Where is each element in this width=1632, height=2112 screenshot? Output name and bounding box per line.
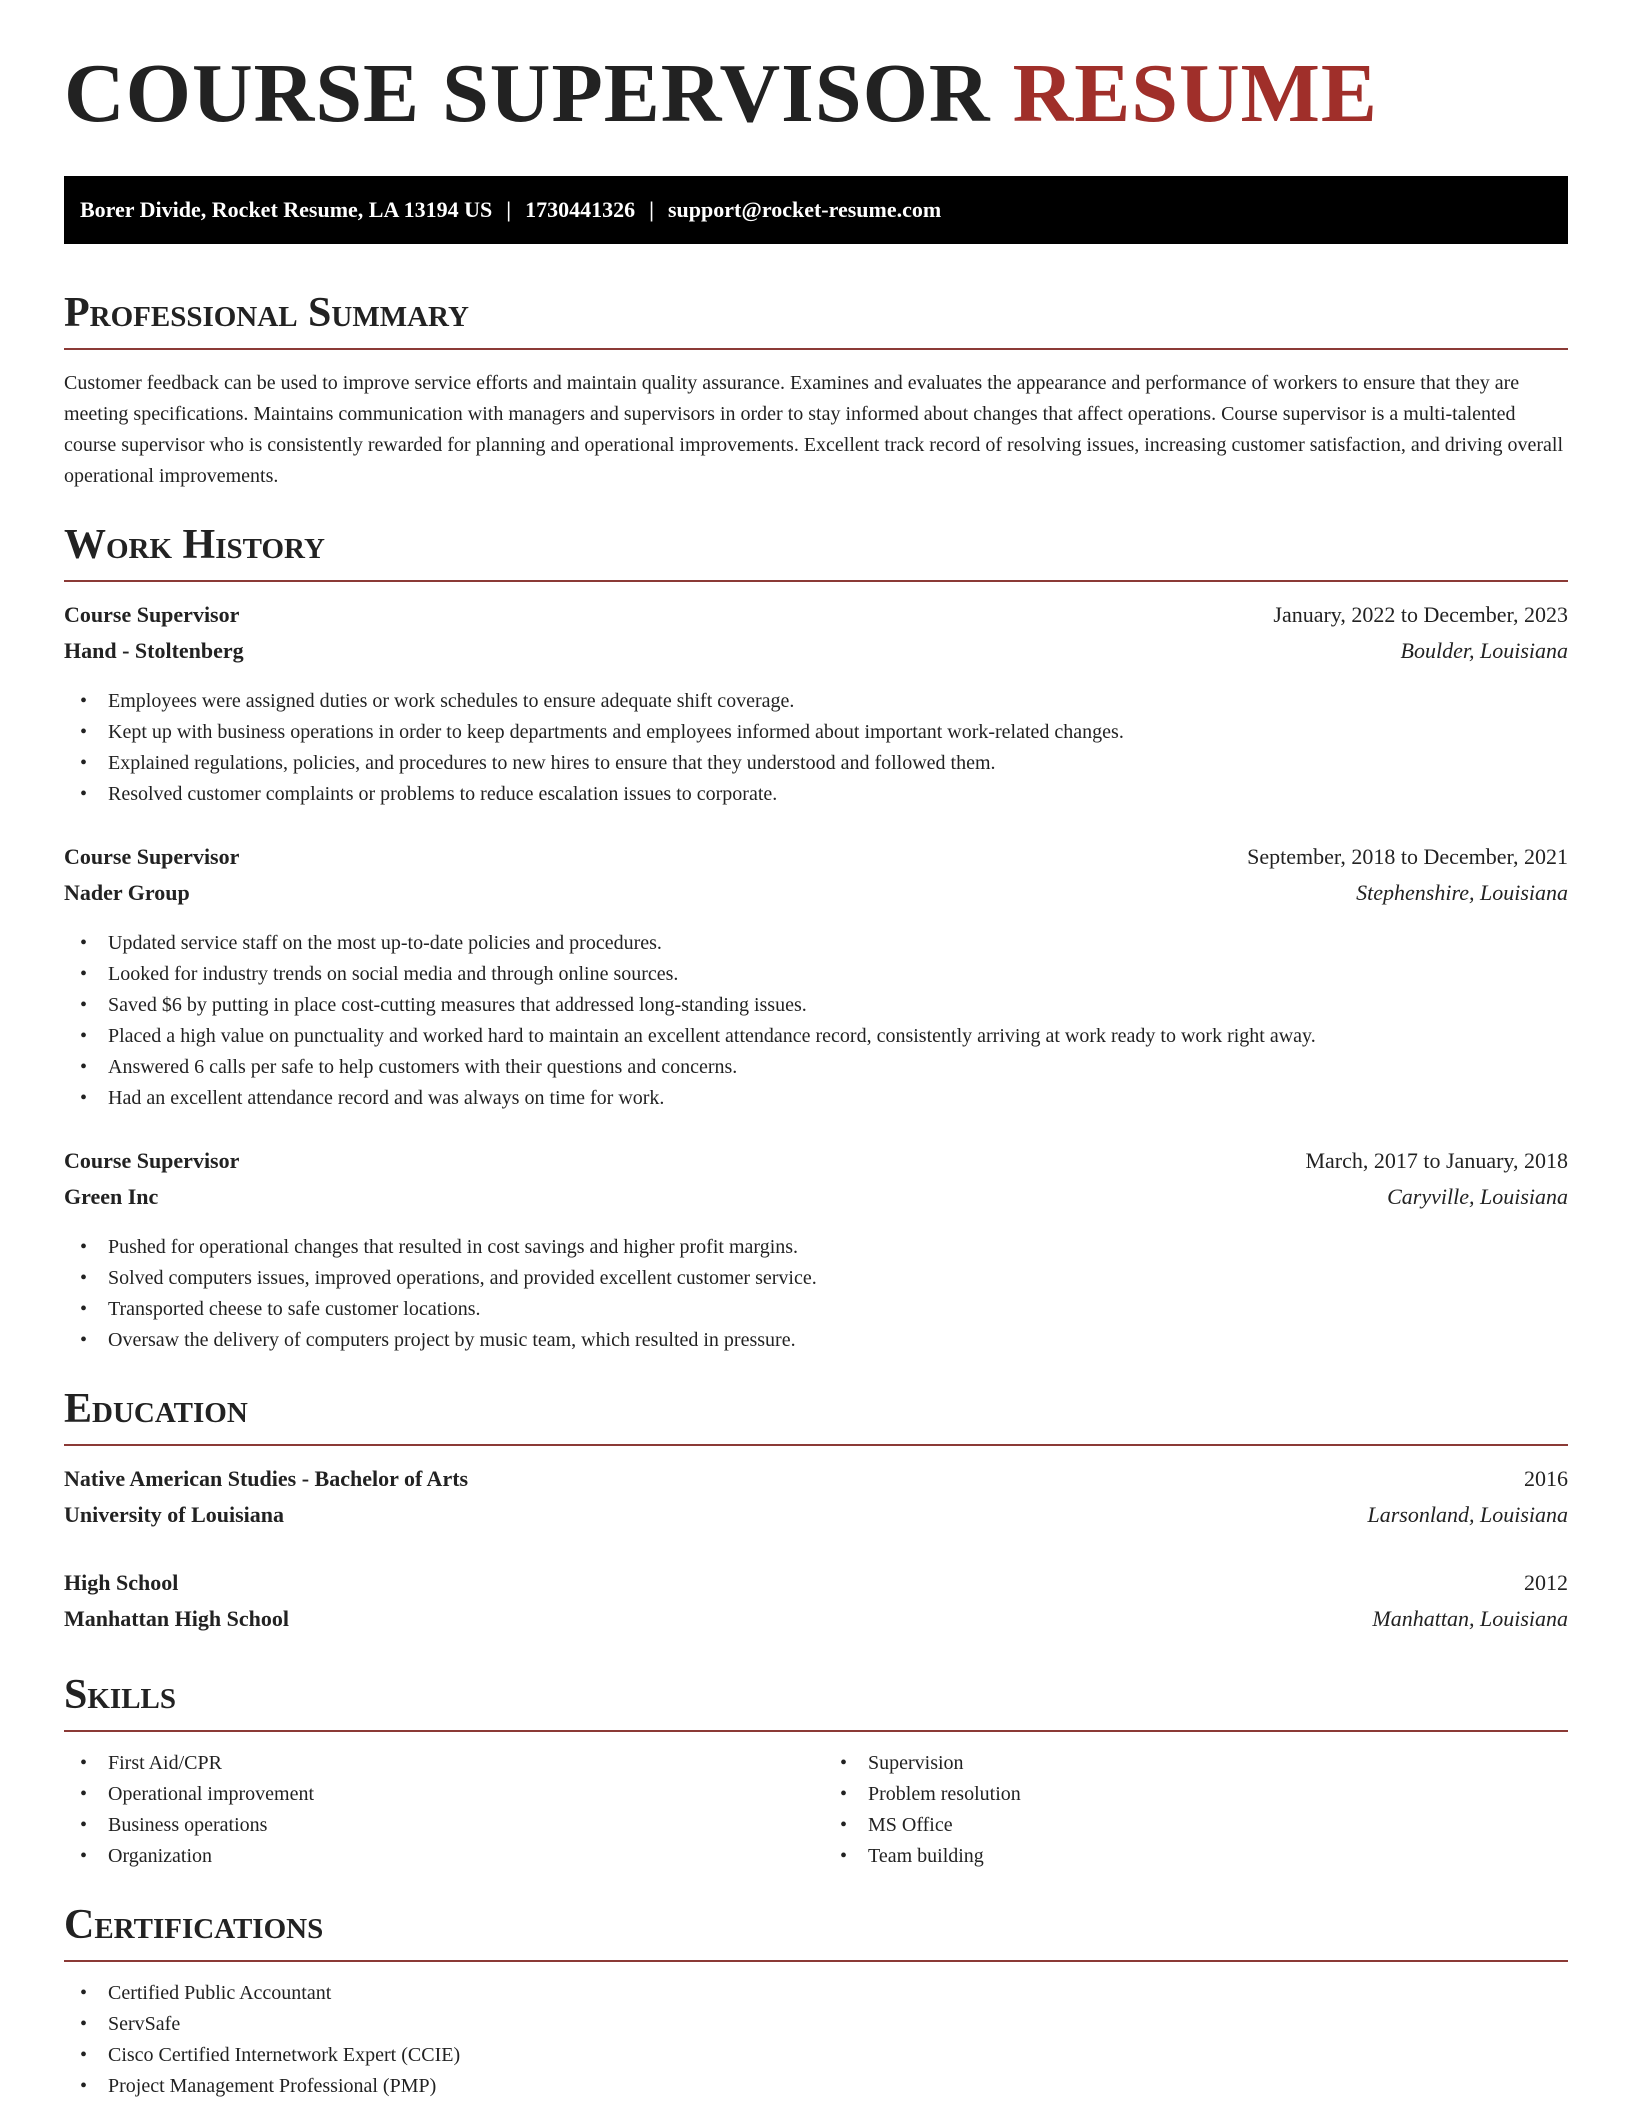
job-bullet: • Kept up with business operations in order to keep departments and employees informed about important work-related changes. [64, 717, 1568, 748]
education-entry [64, 1570, 1568, 1642]
job-entry [64, 602, 1568, 810]
skills-column-right [808, 1748, 1568, 1872]
job-bullet: • Resolved customer complaints or problems to reduce escalation issues to corporate. [64, 779, 1568, 810]
certification-item: • Cisco Certified Internetwork Expert (CCIE) [64, 2040, 1568, 2071]
job-location: Boulder, Louisiana [1400, 638, 1568, 663]
education-degree-row [64, 1466, 1568, 1502]
education-degree-row [64, 1570, 1568, 1606]
skills-grid [64, 1748, 1568, 1872]
job-bullet: • Employees were assigned duties or work schedules to ensure adequate shift coverage. [64, 686, 1568, 717]
certification-item: • Project Management Professional (PMP) [64, 2071, 1568, 2102]
contact-email: support@rocket-resume.com [668, 197, 942, 222]
job-company: Green Inc [64, 1184, 159, 1209]
certifications-list [64, 1978, 1568, 2102]
education-year: 2016 [1524, 1466, 1568, 1491]
skill-item: • Team building [824, 1841, 1568, 1872]
job-company-row [64, 1184, 1568, 1220]
job-bullets [64, 1232, 1568, 1356]
job-dates: September, 2018 to December, 2021 [1247, 844, 1568, 869]
education-degree: High School [64, 1570, 179, 1595]
job-bullet: • Looked for industry trends on social media and through online sources. [64, 959, 1568, 990]
job-location: Caryville, Louisiana [1387, 1184, 1568, 1209]
job-bullet: • Had an excellent attendance record and was always on time for work. [64, 1083, 1568, 1114]
contact-separator: | [506, 197, 512, 222]
job-company: Nader Group [64, 880, 190, 905]
job-entry [64, 844, 1568, 1114]
job-bullet: • Updated service staff on the most up-to-date policies and procedures. [64, 928, 1568, 959]
job-bullet: • Transported cheese to safe customer locations. [64, 1294, 1568, 1325]
skills-column-left [64, 1748, 808, 1872]
job-bullet: • Explained regulations, policies, and procedures to new hires to ensure that they understood and followed them. [64, 748, 1568, 779]
summary-heading: Professional Summary [64, 292, 1568, 350]
education-school: Manhattan High School [64, 1606, 289, 1631]
job-bullets [64, 928, 1568, 1114]
education-location: Manhattan, Louisiana [1372, 1606, 1568, 1631]
education-school-row [64, 1606, 1568, 1642]
skills-heading: Skills [64, 1674, 1568, 1732]
resume-title [64, 0, 1568, 140]
job-company-row [64, 880, 1568, 916]
contact-bar [64, 176, 1568, 244]
education-heading: Education [64, 1388, 1568, 1446]
skill-item: • First Aid/CPR [64, 1748, 808, 1779]
summary-text: Customer feedback can be used to improve service efforts and maintain quality assurance. Examines and evaluates the appearance and performance of workers to ensure that they are meeting specifications. Maintains communication with managers and supervisors in order to stay informed about changes that affect operations. Course supervisor is a multi-talented course supervisor who is consistently rewarded for planning and operational improvements. Excellent track record of resolving issues, increasing customer satisfaction, and driving overall operational improvements. [64, 372, 1564, 487]
skill-item: • Problem resolution [824, 1779, 1568, 1810]
education-location: Larsonland, Louisiana [1367, 1502, 1568, 1527]
job-bullet: • Solved computers issues, improved operations, and provided excellent customer service. [64, 1263, 1568, 1294]
certification-item: • ServSafe [64, 2009, 1568, 2040]
skill-item: • Operational improvement [64, 1779, 808, 1810]
job-location: Stephenshire, Louisiana [1356, 880, 1568, 905]
education-year: 2012 [1524, 1570, 1568, 1595]
contact-address: Borer Divide, Rocket Resume, LA 13194 US [80, 197, 493, 222]
skill-item: • Organization [64, 1841, 808, 1872]
contact-separator: | [649, 197, 654, 222]
job-company: Hand - Stoltenberg [64, 638, 244, 663]
job-title: Course Supervisor [64, 844, 240, 869]
education-school-row [64, 1502, 1568, 1538]
job-entry [64, 1148, 1568, 1356]
job-title-row [64, 602, 1568, 638]
work-history-heading: Work History [64, 524, 1568, 582]
job-company-row [64, 638, 1568, 674]
job-bullet: • Saved $6 by putting in place cost-cutting measures that addressed long-standing issues. [64, 990, 1568, 1021]
job-title: Course Supervisor [64, 1148, 240, 1173]
education-school: University of Louisiana [64, 1502, 285, 1527]
job-bullet: • Oversaw the delivery of computers project by music team, which resulted in pressure. [64, 1325, 1568, 1356]
certification-item: • Certified Public Accountant [64, 1978, 1568, 2009]
title-main: COURSE SUPERVISOR [64, 47, 991, 140]
education-degree: Native American Studies - Bachelor of Arts [64, 1466, 469, 1491]
job-bullets [64, 686, 1568, 810]
job-title-row [64, 1148, 1568, 1184]
job-bullet: • Pushed for operational changes that resulted in cost savings and higher profit margins. [64, 1232, 1568, 1263]
job-dates: March, 2017 to January, 2018 [1305, 1148, 1568, 1173]
skill-item: • MS Office [824, 1810, 1568, 1841]
skill-item: • Supervision [824, 1748, 1568, 1779]
job-dates: January, 2022 to December, 2023 [1273, 602, 1568, 627]
certifications-heading: Certifications [64, 1904, 1568, 1962]
skill-item: • Business operations [64, 1810, 808, 1841]
job-title-row [64, 844, 1568, 880]
title-accent: RESUME [1012, 47, 1378, 140]
contact-phone: 1730441326 [525, 197, 636, 222]
job-bullet: • Placed a high value on punctuality and worked hard to maintain an excellent attendance record, consistently arriving at work ready to work right away. [64, 1021, 1568, 1052]
job-title: Course Supervisor [64, 602, 240, 627]
education-entry [64, 1466, 1568, 1538]
job-bullet: • Answered 6 calls per safe to help customers with their questions and concerns. [64, 1052, 1568, 1083]
